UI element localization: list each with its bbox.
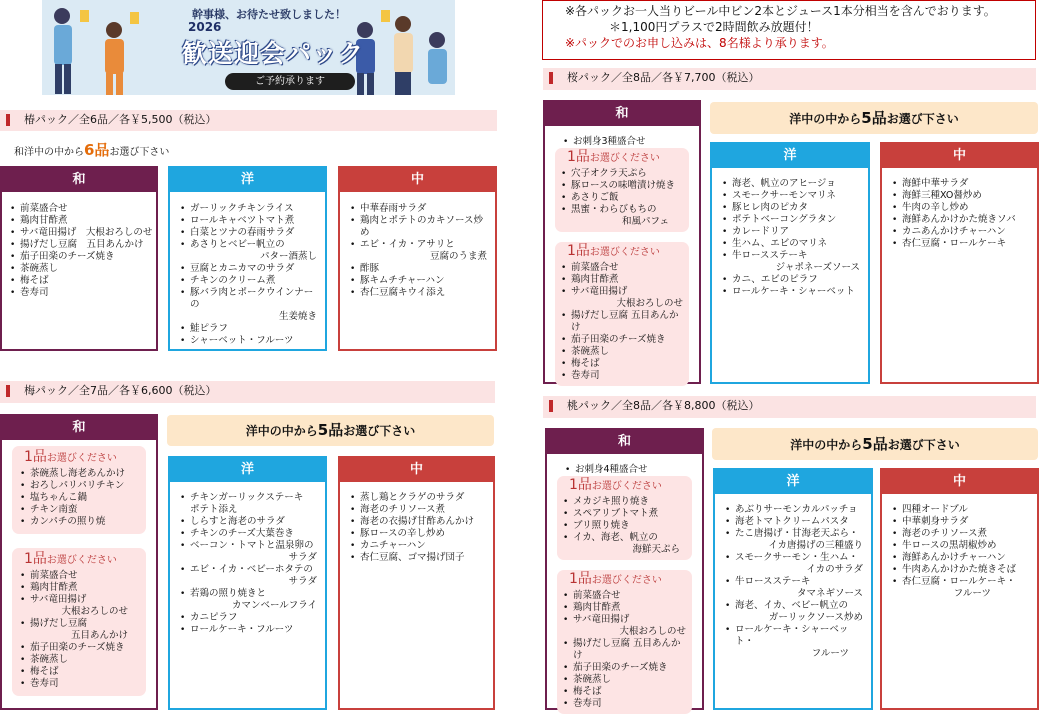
banner-year: 2026 — [188, 20, 222, 34]
header-accent-bar — [6, 385, 10, 397]
list-item: • 海老トマトクリームパスタ — [725, 516, 863, 528]
list-item: • あさりとベビー帆立の — [180, 239, 317, 251]
sakura-header-text: 桜パック／全8品／各￥7,700（税込） — [567, 71, 760, 84]
header-accent-bar — [549, 400, 553, 412]
list-item-continuation: フルーツ — [953, 588, 991, 599]
pick-title — [12, 450, 146, 466]
wa-label: 和 — [2, 168, 156, 192]
list-item: • 茄子田楽のチーズ焼き — [561, 334, 687, 346]
list-item: • たこ唐揚げ・甘海老天ぷら・ — [725, 528, 863, 540]
momo-pick-group-1 — [557, 476, 692, 560]
sakura-pick1-list — [561, 168, 685, 228]
sakura-chu-list — [892, 178, 1031, 250]
note-suffix: お選び下さい — [109, 147, 170, 158]
list-item: • 前菜盛合せ — [10, 203, 156, 215]
list-item: • 茄子田楽のチーズ焼き — [20, 642, 142, 654]
list-item: • 茶碗蒸し — [563, 674, 690, 686]
list-item: • 豚キムチチャーハン — [350, 275, 487, 287]
tsubaki-chu-list — [350, 203, 487, 299]
list-item: • メカジキ照り焼き — [563, 496, 688, 508]
list-item: • 豚バラ肉とポークウインナーの — [180, 287, 317, 311]
pick-text: お選びください — [591, 481, 662, 492]
tsubaki-wa-list — [10, 203, 156, 299]
sakura-pick2-list — [561, 262, 687, 382]
wa-label: 和 — [545, 102, 699, 126]
list-item: • あぶりサーモンカルパッチョ — [725, 504, 863, 516]
note-count: 6品 — [84, 141, 110, 159]
yo-label: 洋 — [170, 458, 325, 482]
list-item-continuation: 豆腐のうま煮 — [429, 251, 487, 262]
list-item-continuation: 生姜焼き — [278, 311, 317, 322]
pick-count: 1品 — [569, 477, 592, 493]
pick-title — [557, 572, 692, 588]
list-item: • 鶏肉甘酢煮 — [561, 274, 687, 286]
list-item: • ロールケーキ・フルーツ — [180, 624, 317, 636]
list-item: • 巻寿司 — [20, 678, 142, 690]
list-item: • 杏仁豆腐・ロールケーキ — [892, 238, 1031, 250]
list-item-continuation: ポテト添え — [190, 504, 238, 515]
pick-count: 1品 — [569, 571, 592, 587]
list-item: • 牛肉の辛し炒め — [892, 202, 1031, 214]
choose-count: 5品 — [861, 109, 887, 127]
sakura-wa-box — [543, 100, 701, 384]
ume-chu-box — [338, 456, 495, 710]
list-item: • お刺身4種盛合せ — [565, 464, 698, 476]
list-item-continuation: 和風パフェ — [621, 216, 669, 227]
list-item: • カニ、エビのピラフ — [722, 274, 860, 286]
momo-pick2-list — [563, 590, 690, 710]
list-item: • シャーベット・フルーツ — [180, 335, 317, 347]
list-item: • 海老のチリソース煮 — [892, 528, 1031, 540]
list-item: • 牛ロースステーキ — [722, 250, 860, 262]
list-item: • カニチャーハン — [350, 540, 487, 552]
list-item: • 海鮮三種XO醤炒め — [892, 190, 1031, 202]
choose-count: 5品 — [317, 421, 344, 439]
ume-wa-box — [0, 414, 158, 710]
promo-banner — [42, 0, 455, 95]
list-item: • ブリ照り焼き — [563, 520, 688, 532]
momo-chu-list — [892, 504, 1031, 600]
tsubaki-header-text: 椿パック／全6品／各￥5,500（税込） — [24, 113, 217, 126]
choose-prefix: 洋中の中から — [245, 424, 318, 438]
people-illustration-left — [42, 0, 182, 95]
list-item-continuation: フルーツ — [811, 648, 849, 659]
list-item: • 鶏肉甘酢煮 — [563, 602, 690, 614]
list-item-continuation: 大根おろしのせ — [619, 626, 686, 637]
list-item: • カレードリア — [722, 226, 860, 238]
list-item: • 巻寿司 — [563, 698, 690, 710]
list-item: • 中華春雨サラダ — [350, 203, 487, 215]
list-item: • イカ、海老、帆立の — [563, 532, 688, 544]
list-item: • 生ハム、エビのマリネ — [722, 238, 860, 250]
list-item: • 梅そば — [10, 275, 156, 287]
list-item: • 黒蜜・わらびもちの — [561, 204, 685, 216]
list-item-continuation: サラダ — [288, 552, 317, 563]
momo-chu-box — [880, 468, 1039, 710]
list-item: • 梅そば — [20, 666, 142, 678]
list-item: • 白菜とツナの春雨サラダ — [180, 227, 317, 239]
sakura-pick-group-1 — [555, 148, 689, 232]
list-item: • サバ竜田揚げ — [561, 286, 687, 298]
reserve-badge: ご予約承ります — [225, 73, 355, 90]
list-item: • 梅そば — [561, 358, 687, 370]
list-item: • 前菜盛合せ — [561, 262, 687, 274]
list-item: • 穴子オクラ天ぷら — [561, 168, 685, 180]
pick-count: 1品 — [24, 551, 47, 567]
momo-pick-group-2 — [557, 570, 692, 714]
list-item: • 海老、帆立のアヒージョ — [722, 178, 860, 190]
list-item: • 揚げだし豆腐 — [20, 618, 142, 630]
ume-choose-banner — [167, 415, 494, 446]
momo-choose-banner — [712, 428, 1038, 460]
list-item: • 海老、イカ、ベビー帆立の — [725, 600, 863, 612]
pick-title — [12, 552, 146, 568]
momo-pick1-list — [563, 496, 688, 556]
list-item: • 蒸し鶏とクラゲのサラダ — [350, 492, 487, 504]
sakura-yo-list — [722, 178, 860, 298]
pick-title — [557, 478, 692, 494]
list-item: • チキン南蛮 — [20, 504, 142, 516]
pick-title — [555, 244, 689, 260]
list-item: • しらすと海老のサラダ — [180, 516, 317, 528]
chu-label: 中 — [340, 458, 493, 482]
momo-top-list — [565, 464, 698, 476]
list-item: • エビ・イカ・アサリと — [350, 239, 487, 251]
header-accent-bar — [549, 72, 553, 84]
choose-count: 5品 — [862, 435, 888, 453]
list-item: • 四種オードブル — [892, 504, 1031, 516]
banner-title: 歓送迎会パック — [182, 39, 365, 68]
list-item: • スモークサーモンマリネ — [722, 190, 860, 202]
list-item: • サバ竜田揚げ — [20, 594, 142, 606]
pick-text: お選びください — [589, 153, 660, 164]
list-item: • 豚ロースの辛し炒め — [350, 528, 487, 540]
list-item-continuation: 五目あんかけ — [70, 630, 128, 641]
list-item: • カニピラフ — [180, 612, 317, 624]
momo-wa-box — [545, 428, 704, 710]
list-item: • 揚げだし豆腐 五目あんかけ — [563, 638, 690, 662]
sakura-top-list — [563, 136, 695, 148]
list-item: • あさりご飯 — [561, 192, 685, 204]
pick-text: お選びください — [591, 575, 662, 586]
list-item: • 巻寿司 — [10, 287, 156, 299]
list-item: • 塩ちゃんこ鍋 — [20, 492, 142, 504]
header-accent-bar — [6, 114, 10, 126]
list-item: • 牛ロースステーキ — [725, 576, 863, 588]
list-item: • 鶏肉甘酢煮 — [20, 582, 142, 594]
list-item: • エビ・イカ・ベビーホタテの — [180, 564, 317, 576]
list-item-continuation: ジャポネーズソース — [775, 262, 860, 273]
list-item: • 茄子田楽のチーズ焼き — [10, 251, 156, 263]
chu-label: 中 — [882, 470, 1037, 494]
sakura-chu-box — [880, 142, 1039, 384]
chu-label: 中 — [882, 144, 1037, 168]
list-item: • 茄子田楽のチーズ焼き — [563, 662, 690, 674]
list-item: • 前菜盛合せ — [563, 590, 690, 602]
list-item-continuation: 大根おろしのせ — [61, 606, 128, 617]
list-item: • 杏仁豆腐キウイ添え — [350, 287, 487, 299]
sakura-pick-group-2 — [555, 242, 689, 386]
yo-label: 洋 — [170, 168, 325, 192]
list-item-continuation: タマネギソース — [796, 588, 863, 599]
tsubaki-yo-box — [168, 166, 327, 351]
tsubaki-wa-box — [0, 166, 158, 351]
list-item: • 梅そば — [563, 686, 690, 698]
choose-prefix: 洋中の中から — [790, 438, 863, 452]
list-item: • 豆腐とカニカマのサラダ — [180, 263, 317, 275]
wa-label: 和 — [547, 430, 702, 454]
ume-pick1-list — [20, 468, 142, 528]
pick-count: 1品 — [567, 243, 590, 259]
list-item: • 海老の衣揚げ甘酢あんかけ — [350, 516, 487, 528]
notice-line-2: ＊1,100円プラスで2時間飲み放題付！ — [609, 20, 819, 34]
banner-catchphrase: 幹事様、お待たせ致しました！ — [192, 8, 346, 21]
yo-label: 洋 — [712, 144, 868, 168]
list-item: • 海鮮あんかけチャーハン — [892, 552, 1031, 564]
pick-title — [555, 150, 689, 166]
list-item-continuation: イカのサラダ — [806, 564, 863, 575]
list-item: • サバ竜田揚げ — [563, 614, 690, 626]
list-item: • 海鮮あんかけかた焼きソバ — [892, 214, 1031, 226]
list-item-continuation: パター酒蒸し — [259, 251, 317, 262]
pick-count: 1品 — [24, 449, 47, 465]
tsubaki-chu-box — [338, 166, 497, 351]
list-item-continuation: 大根おろしのせ — [616, 298, 683, 309]
list-item: • 牛肉あんかけかた焼きそば — [892, 564, 1031, 576]
list-item: • スペアリブトマト煮 — [563, 508, 688, 520]
list-item: • チキンのクリーム煮 — [180, 275, 317, 287]
list-item: • お刺身3種盛合せ — [563, 136, 695, 148]
list-item: • ガーリックチキンライス — [180, 203, 317, 215]
list-item: • 鮭ピラフ — [180, 323, 317, 335]
list-item: • 前菜盛合せ — [20, 570, 142, 582]
list-item: • 杏仁豆腐・ロールケーキ・ — [892, 576, 1031, 588]
choose-suffix: お選び下さい — [886, 112, 959, 126]
ume-pick-group-1 — [12, 446, 146, 534]
tsubaki-yo-list — [180, 203, 317, 347]
note-prefix: 和洋中の中から — [14, 147, 84, 158]
list-item: • 巻寿司 — [561, 370, 687, 382]
sakura-header — [543, 68, 1036, 90]
list-item: • 海老のチリソース煮 — [350, 504, 487, 516]
sakura-yo-box — [710, 142, 870, 384]
list-item: • ポテトベーコングラタン — [722, 214, 860, 226]
list-item: • おろしパリパリチキン — [20, 480, 142, 492]
list-item: • ロールキャベツトマト煮 — [180, 215, 317, 227]
notice-line-1: ※各パックお一人当りビール中ビン2本とジュース1本分相当を含んでおります。 — [565, 4, 996, 18]
chu-label: 中 — [340, 168, 495, 192]
list-item: • 茶碗蒸し海老あんかけ — [20, 468, 142, 480]
list-item-continuation: サラダ — [288, 576, 317, 587]
list-item: • サバ竜田揚げ 大根おろしのせ — [10, 227, 156, 239]
yo-label: 洋 — [715, 470, 871, 494]
notice-line-3: ※パックでのお申し込みは、8名様より承ります。 — [565, 36, 834, 50]
sakura-choose-banner — [710, 102, 1038, 134]
list-item: • 茶碗蒸し — [10, 263, 156, 275]
momo-header — [543, 396, 1036, 418]
choose-suffix: お選び下さい — [887, 438, 960, 452]
list-item: • 揚げだし豆腐 五目あんかけ — [10, 239, 156, 251]
list-item: • 海鮮中華サラダ — [892, 178, 1031, 190]
list-item: • 鶏肉甘酢煮 — [10, 215, 156, 227]
list-item: • 豚ヒレ肉のピカタ — [722, 202, 860, 214]
pick-text: お選びください — [46, 453, 117, 464]
tsubaki-note — [14, 139, 314, 159]
momo-header-text: 桃パック／全8品／各￥8,800（税込） — [567, 399, 760, 412]
list-item: • 若鶏の照り焼きと — [180, 588, 317, 600]
pick-text: お選びください — [589, 247, 660, 258]
tsubaki-header — [0, 110, 497, 131]
list-item-continuation: 海鮮天ぷら — [632, 544, 680, 555]
list-item: • ロールケーキ・シャーベット・ — [725, 624, 863, 648]
list-item: • カニあんかけチャーハン — [892, 226, 1031, 238]
list-item: • カンパチの照り焼 — [20, 516, 142, 528]
notice-box — [542, 0, 1036, 60]
list-item: • 中華刺身サラダ — [892, 516, 1031, 528]
list-item-continuation: イカ唐揚げの三種盛り — [768, 540, 863, 551]
ume-pick-group-2 — [12, 548, 146, 696]
list-item: • 茶碗蒸し — [20, 654, 142, 666]
list-item: • 鶏肉とポテトのカキソース炒め — [350, 215, 487, 239]
list-item: • 杏仁豆腐、ゴマ揚げ団子 — [350, 552, 487, 564]
wa-label: 和 — [2, 416, 156, 440]
choose-suffix: お選び下さい — [343, 424, 416, 438]
ume-header-text: 梅パック／全7品／各￥6,600（税込） — [24, 384, 217, 397]
list-item: • ベーコン・トマトと温泉卵の — [180, 540, 317, 552]
list-item: • スモークサーモン・生ハム・ — [725, 552, 863, 564]
choose-prefix: 洋中の中から — [789, 112, 862, 126]
list-item: • 豚ロースの味噌漬け焼き — [561, 180, 685, 192]
list-item: • ロールケーキ・シャーベット — [722, 286, 860, 298]
ume-header — [0, 381, 495, 403]
momo-yo-list — [725, 504, 863, 660]
list-item: • チキンのチーズ大葉巻き — [180, 528, 317, 540]
ume-yo-list — [180, 492, 317, 636]
ume-yo-box — [168, 456, 327, 710]
list-item: • チキンガーリックステーキ — [180, 492, 317, 504]
list-item: • 茶碗蒸し — [561, 346, 687, 358]
momo-yo-box — [713, 468, 873, 710]
pick-text: お選びください — [46, 555, 117, 566]
list-item: • 酢豚 — [350, 263, 487, 275]
ume-chu-list — [350, 492, 487, 564]
list-item-continuation: カマンベールフライ — [231, 600, 317, 611]
pick-count: 1品 — [567, 149, 590, 165]
list-item-continuation: ガーリックソース炒め — [768, 612, 863, 623]
list-item: • 揚げだし豆腐 五目あんかけ — [561, 310, 687, 334]
ume-pick2-list — [20, 570, 142, 690]
list-item: • 牛ロースの黒胡椒炒め — [892, 540, 1031, 552]
